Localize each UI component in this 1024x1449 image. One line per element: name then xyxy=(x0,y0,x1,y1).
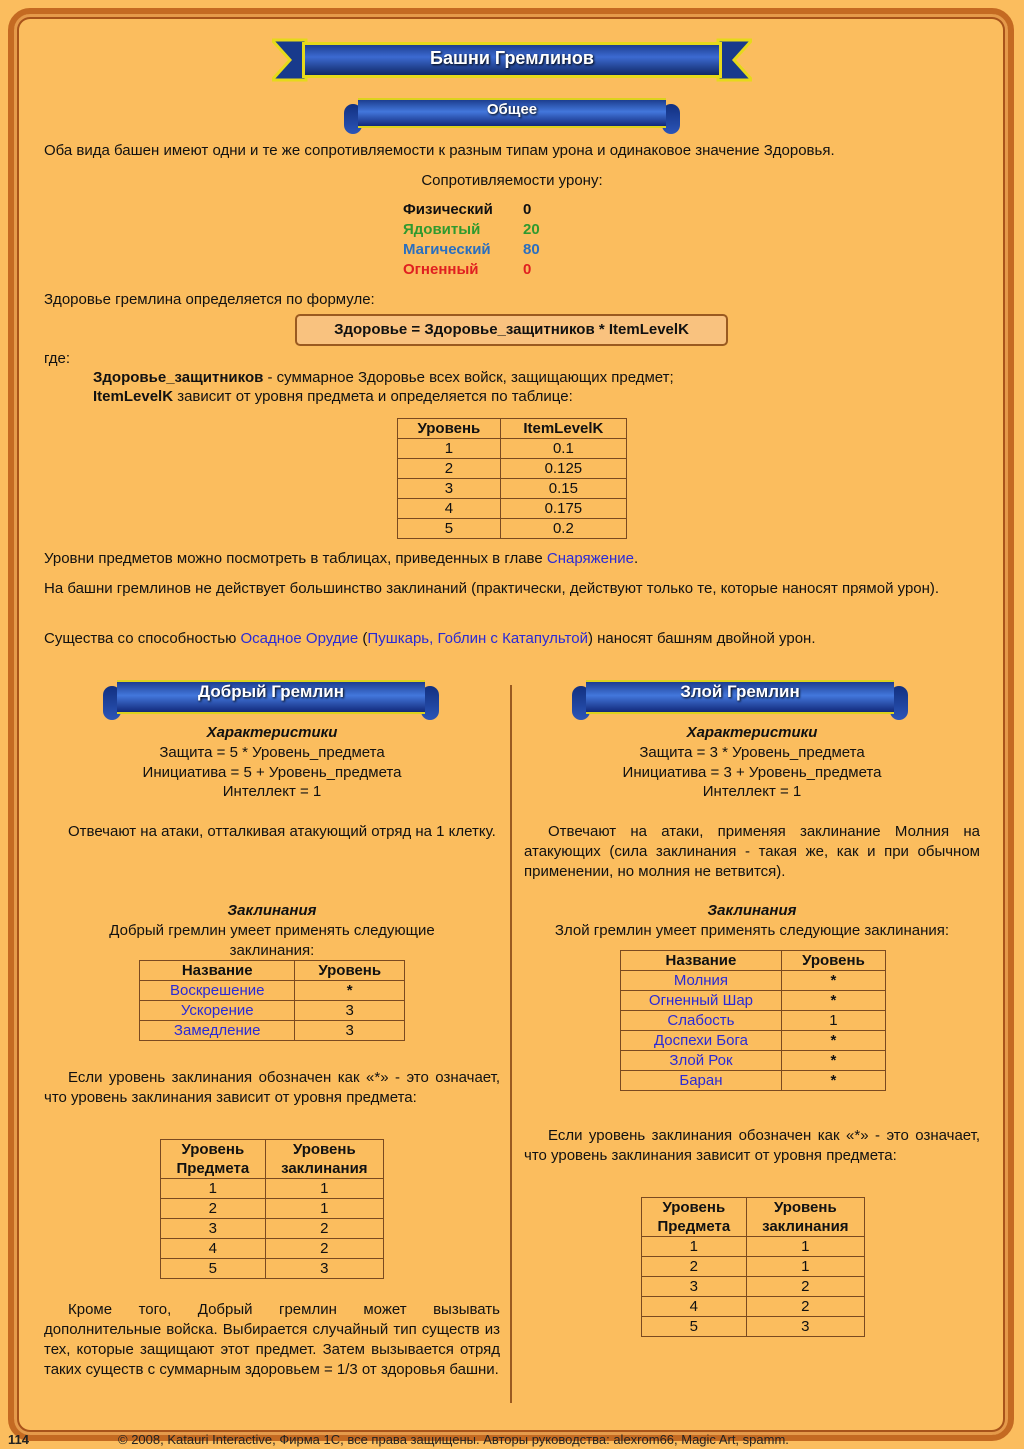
table-row: 1 0.1 xyxy=(398,439,627,459)
table-row: 2 1 xyxy=(161,1199,384,1219)
table-row: 5 3 xyxy=(161,1259,384,1279)
table-row: Баран * xyxy=(621,1071,886,1091)
title-banner xyxy=(272,36,752,84)
definition-health: Здоровье_защитников - суммарное Здоровье всех войск, защищающих предмет; xyxy=(93,369,674,386)
spell-link[interactable]: Молния xyxy=(621,971,782,991)
spell-link[interactable]: Баран xyxy=(621,1071,782,1091)
spell-link[interactable]: Замедление xyxy=(140,1021,295,1041)
good-gremlin-heading: Добрый Гремлин xyxy=(198,682,344,701)
table-row: 3 2 xyxy=(161,1219,384,1239)
evil-level-table: Уровень Предмета Уровень заклинания 1 1 2 1 3 2 4 2 5 3 xyxy=(641,1197,865,1337)
formula-intro: Здоровье гремлина определяется по формуле: xyxy=(44,291,375,308)
good-spells-intro: Добрый гремлин умеет применять следующие заклинания: xyxy=(109,922,435,959)
good-stats-heading: Характеристики xyxy=(206,724,338,741)
table-row: 2 1 xyxy=(642,1257,865,1277)
evil-stats-heading: Характеристики xyxy=(686,724,818,741)
table-row: Ускорение 3 xyxy=(140,1001,405,1021)
link-siege-weapon[interactable]: Осадное Орудие xyxy=(240,630,359,647)
table-row: 4 2 xyxy=(642,1297,865,1317)
table-row: Злой Рок * xyxy=(621,1051,886,1071)
general-heading: Общее xyxy=(486,101,538,118)
table-row: 4 0.175 xyxy=(398,499,627,519)
link-gunner-goblin[interactable]: Пушкарь, Гоблин с Катапультой xyxy=(367,630,588,647)
good-stat-defense: Защита = 5 * Уровень_предмета xyxy=(159,744,385,761)
table-row: Молния * xyxy=(621,971,886,991)
table-row: 3 0.15 xyxy=(398,479,627,499)
table-row: Доспехи Бога * xyxy=(621,1031,886,1051)
page-number: 114 xyxy=(8,1432,29,1447)
column-divider xyxy=(510,685,512,1403)
evil-stat-defense: Защита = 3 * Уровень_предмета xyxy=(639,744,865,761)
itemlevelk-table: Уровень ItemLevelK 1 0.1 2 0.125 3 0.15 4 0.175 5 0.2 xyxy=(397,418,627,539)
table-row: 1 1 xyxy=(161,1179,384,1199)
where-label: где: xyxy=(44,350,71,367)
evil-stat-initiative: Инициатива = 3 + Уровень_предмета xyxy=(622,764,882,781)
table-row: 5 3 xyxy=(642,1317,865,1337)
evil-ability: Отвечают на атаки, применяя заклинание Молния на атакующих (сила заклинания - такая же, как и при обычном применении, но молния не ветвится). xyxy=(524,823,980,880)
general-intro: Оба вида башен имеют одни и те же сопротивляемости к разным типам урона и одинаковое значение Здоровья. xyxy=(44,142,835,159)
evil-spells-intro: Злой гремлин умеет применять следующие заклинания: xyxy=(554,922,950,939)
link-equipment[interactable]: Снаряжение xyxy=(546,550,635,567)
table-row: 2 0.125 xyxy=(398,459,627,479)
good-spells-heading: Заклинания xyxy=(227,902,317,919)
evil-gremlin-heading: Злой Гремлин xyxy=(680,682,800,701)
evil-spells-heading: Заклинания xyxy=(707,902,797,919)
resist-heading: Сопротивляемости урону: xyxy=(421,172,603,189)
good-stat-initiative: Инициатива = 5 + Уровень_предмета xyxy=(142,764,402,781)
good-stat-intellect: Интеллект = 1 xyxy=(222,783,322,800)
table-row: 3 2 xyxy=(642,1277,865,1297)
resist-physical: Физический 0 xyxy=(403,201,532,218)
table-row: Слабость 1 xyxy=(621,1011,886,1031)
general-ribbon xyxy=(344,94,680,134)
page-title: Башни Гремлинов xyxy=(430,48,594,68)
table-row: 4 2 xyxy=(161,1239,384,1259)
spell-link[interactable]: Огненный Шар xyxy=(621,991,782,1011)
evil-star-note: Если уровень заклинания обозначен как «*» - это означает, что уровень заклинания зависит от уровня предмета: xyxy=(524,1127,980,1164)
table-row: Замедление 3 xyxy=(140,1021,405,1041)
good-spells-table: Название Уровень Воскрешение * Ускорение 3 Замедление 3 xyxy=(139,960,405,1041)
evil-stat-intellect: Интеллект = 1 xyxy=(702,783,802,800)
resistances-list xyxy=(403,200,563,280)
spell-link[interactable]: Доспехи Бога xyxy=(621,1031,782,1051)
good-extra: Кроме того, Добрый гремлин может вызывать дополнительные войска. Выбирается случайный тип существ из тех, которые защищают этот предмет. Затем вызывается отряд таких существ с суммарным здоровьем = 1/3 от здоровья башни. xyxy=(44,1301,500,1378)
table-row: Воскрешение * xyxy=(140,981,405,1001)
formula-box: Здоровье = Здоровье_защитников * ItemLevelK xyxy=(295,314,728,346)
good-level-table: Уровень Предмета Уровень заклинания 1 1 2 1 3 2 4 2 5 3 xyxy=(160,1139,384,1279)
siege-note: Существа со способностью Осадное Орудие (Пушкарь, Гоблин с Катапультой) наносят башням двойной урон. xyxy=(44,630,816,647)
spell-link[interactable]: Ускорение xyxy=(140,1001,295,1021)
resist-magic: Магический 80 xyxy=(403,241,540,258)
table-row: 1 1 xyxy=(642,1237,865,1257)
spell-link[interactable]: Злой Рок xyxy=(621,1051,782,1071)
definition-itemlevelk: ItemLevelK зависит от уровня предмета и определяется по таблице: xyxy=(93,388,573,405)
resist-poison: Ядовитый 20 xyxy=(403,221,540,238)
evil-gremlin-ribbon xyxy=(572,676,908,722)
levels-note: Уровни предметов можно посмотреть в таблицах, приведенных в главе Снаряжение. xyxy=(44,550,639,567)
good-star-note: Если уровень заклинания обозначен как «*» - это означает, что уровень заклинания зависит от уровня предмета: xyxy=(44,1069,500,1106)
spell-link[interactable]: Слабость xyxy=(621,1011,782,1031)
resist-fire: Огненный 0 xyxy=(403,261,532,278)
table-row: 5 0.2 xyxy=(398,519,627,539)
copyright: © 2008, Katauri Interactive, Фирма 1С, все права защищены. Авторы руководства: alexrom66, Magic Art, spamm. xyxy=(118,1432,789,1447)
spell-link[interactable]: Воскрешение xyxy=(140,981,295,1001)
good-gremlin-ribbon xyxy=(103,676,439,722)
spells-note: На башни гремлинов не действует большинство заклинаний (практически, действуют только те, которые наносят прямой урон). xyxy=(44,580,940,597)
evil-spells-table: Название Уровень Молния * Огненный Шар * Слабость 1 Доспехи Бога * Злой Рок * Баран * xyxy=(620,950,886,1091)
table-row: Огненный Шар * xyxy=(621,991,886,1011)
good-ability: Отвечают на атаки, отталкивая атакующий отряд на 1 клетку. xyxy=(68,823,496,840)
